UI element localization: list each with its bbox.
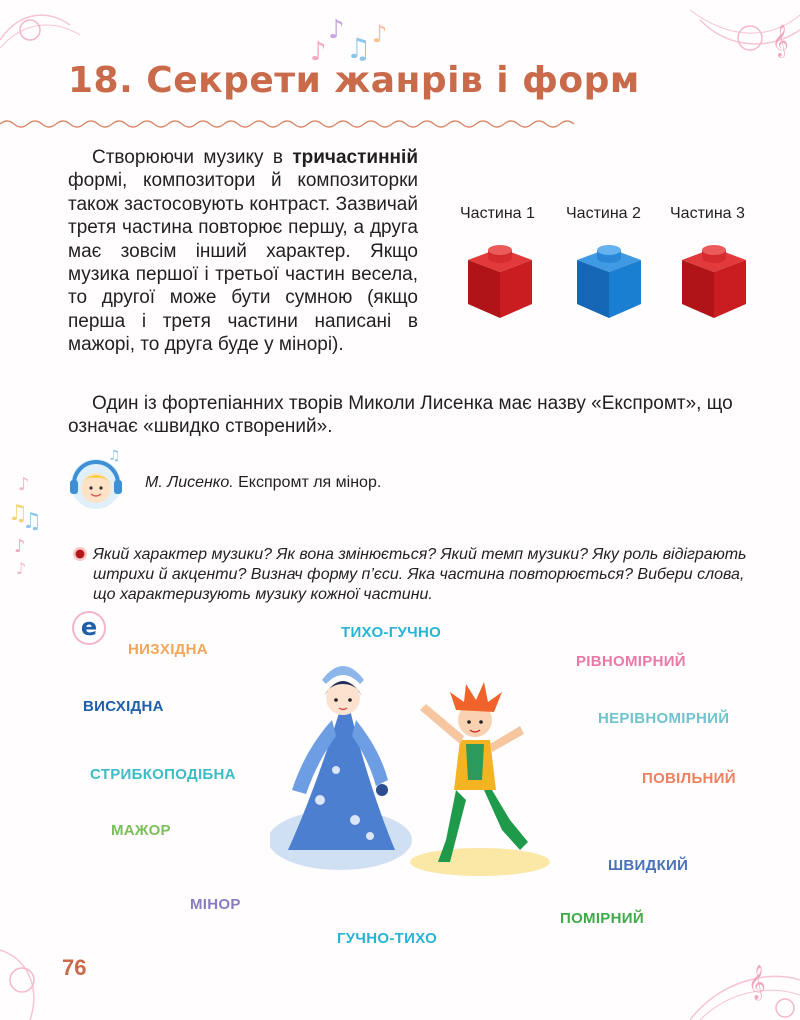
headphones-child-icon	[68, 446, 128, 512]
word-nyzkhidna[interactable]: НИЗХІДНА	[128, 641, 208, 658]
music-notes-decoration	[310, 8, 400, 68]
svg-text:𝄞: 𝄞	[748, 965, 766, 1000]
part-3-label: Частина 3	[670, 205, 745, 222]
svg-text:♫: ♫	[346, 32, 372, 65]
svg-text:♪: ♪	[328, 15, 345, 45]
page-number: 76	[62, 955, 87, 980]
corner-decoration-bottom-right	[690, 940, 800, 1020]
word-minor[interactable]: МІНОР	[190, 896, 241, 913]
svg-text:♫: ♫	[22, 509, 42, 534]
side-notes-decoration	[0, 470, 50, 580]
red-brick-icon	[678, 238, 750, 320]
corner-decoration-bottom-left	[0, 920, 70, 1020]
word-rivnomirnyi[interactable]: РІВНОМІРНИЙ	[576, 653, 686, 670]
word-tykho-huchno[interactable]: ТИХО-ГУЧНО	[341, 624, 442, 641]
word-strybkopodibna[interactable]: СТРИБКОПОДІБНА	[90, 766, 236, 783]
corner-decoration-top-right	[690, 0, 800, 70]
bold-term: тричастинній	[292, 147, 418, 168]
svg-text:𝄞: 𝄞	[772, 24, 789, 57]
red-brick-icon	[464, 238, 536, 320]
word-vyskhidna[interactable]: ВИСХІДНА	[83, 698, 164, 715]
word-shvydkyi[interactable]: ШВИДКИЙ	[608, 857, 689, 874]
lysenko-paragraph: Один із фортепіанних творів Миколи Лисенка має назву «Експромт», що означає «швидко створений».	[68, 393, 733, 438]
question-text: Який характер музики? Як вона змінюється? Який темп музики? Яку роль відіграють штрихи й акценти? Визнач форму п’єси. Яка частина повторюється? Вибери слова, що характеризують музику кожної частини.	[93, 546, 747, 603]
page-title: 18. Секрети жанрів і форм	[68, 60, 640, 101]
listening-assignment: М. Лисенко. Експромт ля мінор.	[145, 474, 382, 491]
word-mazhor[interactable]: МАЖОР	[111, 822, 171, 839]
svg-text:♪: ♪	[16, 559, 27, 578]
title-underline-wave	[0, 118, 580, 130]
word-povilnyi[interactable]: ПОВІЛЬНИЙ	[642, 770, 736, 787]
corner-decoration-top-left	[0, 0, 90, 60]
svg-text:♪: ♪	[18, 474, 30, 495]
question-bullet-icon	[72, 546, 88, 562]
word-pomirnyi[interactable]: ПОМІРНИЙ	[560, 910, 644, 927]
intro-paragraph: Створюючи музику в тричастинній формі, композитори й композиторки також застосовують контраст. Зазвичай третя частина повторює першу, а друга має зовсім інший характер. Якщо музика першої і третьої частин весела, то другої може бути сумною (якщо перша і третя частини написані в мажорі, то друга буде у мінорі).	[68, 147, 418, 356]
word-huchno-tykho[interactable]: ГУЧНО-ТИХО	[337, 930, 438, 947]
part-2-label: Частина 2	[566, 205, 641, 222]
svg-text:♫: ♫	[8, 501, 28, 526]
svg-text:♪: ♪	[372, 20, 388, 48]
svg-text:♪: ♪	[310, 37, 327, 67]
e-resource-badge[interactable]: e	[72, 611, 106, 645]
word-nerivnomirnyi[interactable]: НЕРІВНОМІРНИЙ	[598, 710, 730, 727]
svg-text:♪: ♪	[14, 536, 26, 557]
part-1-label: Частина 1	[460, 205, 535, 222]
blue-brick-icon	[573, 238, 645, 320]
svg-text:♫: ♫	[108, 448, 121, 464]
characters-illustration	[270, 640, 560, 880]
